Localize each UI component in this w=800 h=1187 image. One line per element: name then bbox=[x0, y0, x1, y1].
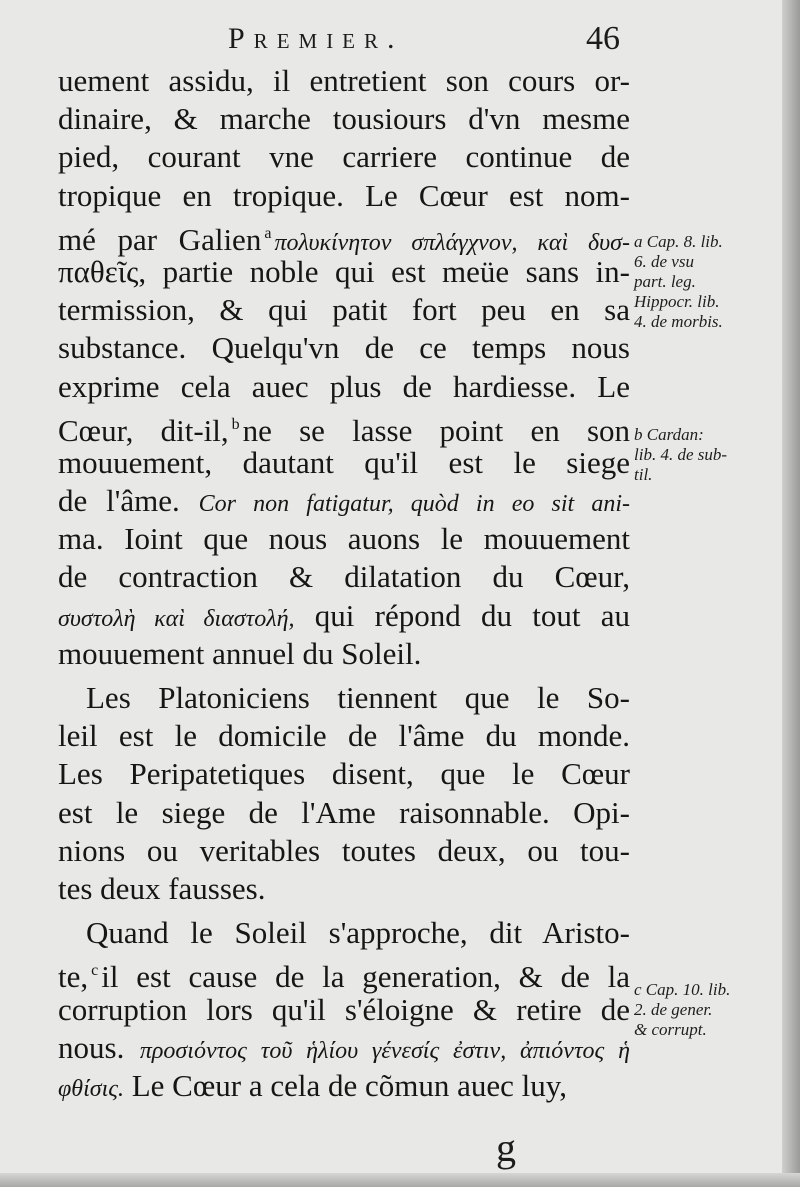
paragraph-start: Les Platoniciens tiennent que le So- bbox=[86, 680, 630, 715]
latin-quote: Cor non fatigatur, quòd in eo sit ani- bbox=[198, 491, 631, 518]
text-line: termission, & qui patit fort peu en sa bbox=[58, 292, 630, 328]
main-text bbox=[58, 62, 630, 1105]
text-fragment: qui répond du tout au bbox=[314, 597, 631, 633]
text-line: substance. Quelqu'vn de ce temps nous bbox=[58, 330, 630, 366]
note-line: til. bbox=[634, 465, 653, 484]
scan-edge-bottom bbox=[0, 1173, 800, 1187]
note-line: 6. de vsu bbox=[634, 252, 694, 271]
margin-note-b bbox=[634, 425, 774, 485]
text-line: de contraction & dilatation du Cœur, bbox=[58, 559, 630, 595]
text-line: mouuement, dautant qu'il est le siege bbox=[58, 444, 630, 480]
text-line: tropique en tropique. Le Cœur est nom- bbox=[58, 177, 630, 213]
text-fragment: mé par Galien bbox=[58, 221, 262, 257]
text-line bbox=[58, 1029, 630, 1067]
signature-mark: g bbox=[496, 1125, 516, 1170]
text-fragment: Cœur, dit-il, bbox=[58, 412, 229, 448]
footnote-marker-b: b bbox=[231, 415, 240, 433]
margin-note-c bbox=[634, 980, 774, 1040]
running-title: Premier. bbox=[228, 22, 404, 55]
note-line: & corrupt. bbox=[634, 1020, 707, 1039]
text-line: exprime cela auec plus de hardiesse. Le bbox=[58, 368, 630, 404]
greek-quote: φθίσις. bbox=[58, 1075, 124, 1102]
text-line: Les Peripatetiques disent, que le Cœur bbox=[58, 756, 630, 792]
text-line: mouuement annuel du Soleil. bbox=[58, 635, 422, 671]
note-line: b Cardan: bbox=[634, 425, 704, 444]
note-line: lib. 4. de sub- bbox=[634, 445, 728, 464]
scan-edge-right bbox=[782, 0, 800, 1187]
text-line bbox=[58, 597, 630, 635]
note-line: c Cap. 10. lib. bbox=[634, 980, 731, 999]
text-line: leil est le domicile de l'âme du monde. bbox=[58, 718, 630, 754]
text-line: nions ou veritables toutes deux, ou tou- bbox=[58, 832, 630, 868]
note-line: 4. de morbis. bbox=[634, 312, 723, 331]
footnote-marker-a: a bbox=[264, 224, 272, 242]
paragraph-start: Quand le Soleil s'approche, dit Aristo- bbox=[86, 915, 630, 951]
text-line: est le siege de l'Ame raisonnable. Opi- bbox=[58, 794, 630, 830]
text-fragment: te, bbox=[58, 959, 89, 995]
note-line: Hippocr. lib. bbox=[634, 292, 720, 311]
text-line: παθεῖς, partie noble qui est meüe sans in- bbox=[58, 253, 630, 289]
page-number: 46 bbox=[586, 20, 620, 57]
note-line: part. leg. bbox=[634, 272, 696, 291]
greek-quote: πολυκίνητον σπλάγχνον, καὶ δυσ- bbox=[274, 229, 631, 256]
note-line: 2. de gener. bbox=[634, 1000, 713, 1019]
text-fragment: ne se lasse point en son bbox=[242, 412, 631, 448]
text-line bbox=[58, 406, 631, 448]
text-line bbox=[58, 1067, 630, 1105]
margin-notes bbox=[634, 0, 774, 1187]
text-line: pied, courant vne carriere continue de bbox=[58, 139, 630, 175]
note-line: a Cap. 8. lib. bbox=[634, 232, 723, 251]
text-line bbox=[58, 482, 630, 520]
text-line: corruption lors qu'il s'éloigne & retire de bbox=[58, 991, 630, 1027]
text-line: uement assidu, il entretient son cours or- bbox=[58, 63, 630, 98]
text-line: tes deux fausses. bbox=[58, 870, 266, 906]
text-line bbox=[58, 215, 631, 257]
text-line bbox=[58, 952, 630, 995]
text-fragment: il est cause de la generation, & de la bbox=[101, 959, 630, 995]
text-fragment: Le Cœur a cela de cõmun auec luy, bbox=[131, 1067, 567, 1103]
text-line: ma. Ioint que nous auons le mouuement bbox=[58, 521, 630, 557]
greek-quote: προσιόντος τοῦ ἡλίου γένεσίς ἐστιν, ἀπιόντος ἡ bbox=[139, 1037, 631, 1064]
text-line: dinaire, & marche tousiours d'vn mesme bbox=[58, 101, 630, 137]
text-fragment: nous. bbox=[58, 1029, 125, 1065]
margin-note-a bbox=[634, 232, 774, 332]
greek-quote: συστολὴ καὶ διαστολή, bbox=[58, 605, 295, 632]
text-fragment: de l'âme. bbox=[58, 483, 180, 519]
footnote-marker-c: c bbox=[91, 962, 99, 980]
